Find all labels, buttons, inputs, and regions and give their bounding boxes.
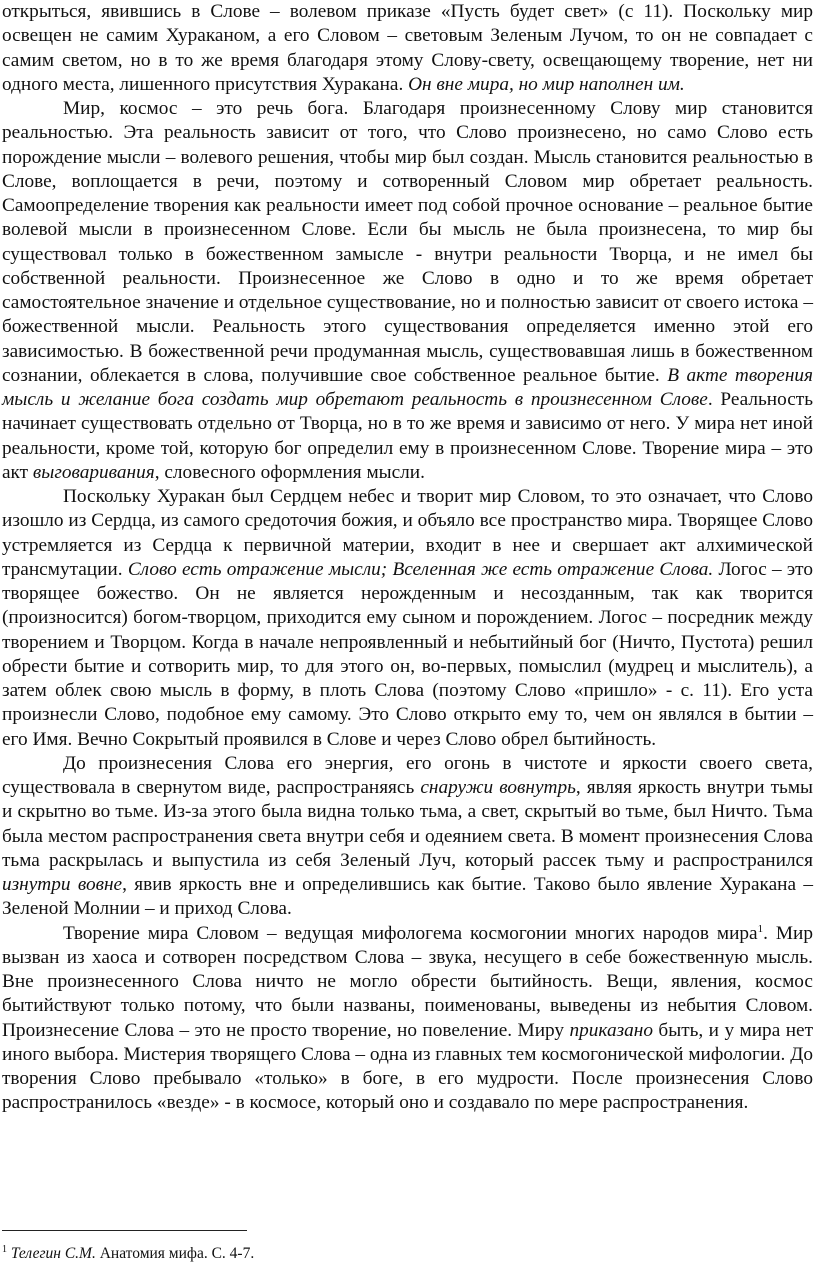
text-run: . Мир вызван из хаоса и сотворен посредством Слова – звука, несущего в себе божественную мысль. Вне произнесенного Слова ничто не могло обрести бытийность. Вещи, явления, космос бытийствуют только потому, что были названы, поименованы, выведены из небытия Словом. Произнесение Слова – это не просто творение, но повеление. Миру <box>2 922 813 1041</box>
text-run: . Реальность начинает существовать отдельно от Творца, но в то же время и зависимо от него. У мира нет иной реальности, кроме той, которую бог определил ему в произнесенном Слове. Творение мира – это акт <box>2 389 813 483</box>
italic-text: снаружи вовнутрь <box>420 777 576 798</box>
paragraph <box>2 752 813 922</box>
body-text <box>2 0 813 1116</box>
text-run: быть, и у мира нет иного выбора. Мистерия творящего Слова – одна из главных тем космогонической мифологии. До творения Слово пребывало «только» в боге, в его мудрости. После произнесения Слово распространилось «везде» - в космосе, который оно и создавало по мере распространения. <box>2 1019 813 1114</box>
footnote-mark: 1 <box>2 1244 7 1255</box>
text-run: До произнесения Слова его энергия, его огонь в чистоте и яркости своего света, существовала в свернутом виде, распространяясь <box>2 752 813 798</box>
paragraph <box>2 0 813 97</box>
text-run: открыться, явившись в Слове – волевом приказе «Пусть будет свет» (с 11). Поскольку мир освещен не самим Хураканом, а его Словом – световым Зеленым Лучом, то он не совпадает с самим светом, но в то же время благодаря этому Слову-свету, освещающему творение, нет ни одного места, лишенного присутствия Хуракана. <box>2 1 813 95</box>
italic-text: Он вне мира, но мир наполнен им. <box>408 73 685 95</box>
text-run: Мир, космос – это речь бога. Благодаря произнесенному Слову мир становится реальностью. Эта реальность зависит от того, что Слово произнесено, но само Слово есть порождение мысли – волевого решения, чтобы мир был создан. Мысль становится реальностью в Слове, воплощается в речи, поэтому и сотворенный Словом мир обретает реальность. Самоопределение творения как реальности имеет под собой прочное основание – реальное бытие волевой мысли в произнесенном Слове. Если бы мысль не была произнесена, то мир бы существовал только в божественном замысле - внутри реальности Творца, и не имел бы собственной реальности. Произнесенное же Слово в одно и то же время обретает самостоятельное значение и отдельное существование, но и полностью зависит от своего истока – божественной мысли. Реальность этого существования определяется именно этой его зависимостью. В божественной речи продуманная мысль, существовавшая лишь в божественном сознании, облекается в слова, получившие свое собственное реальное бытие. <box>2 98 813 386</box>
text-run: Поскольку Хуракан был Сердцем небес и творит мир Словом, то это означает, что Слово изошло из Сердца, из самого средоточия божия, и объяло все пространство мира. Творящее Слово устремляется из Сердца к первичной материи, входит в нее и свершает акт алхимической трансмутации. <box>2 486 813 580</box>
text-run: Логос – это творящее божество. Он не является нерожденным и несозданным, так как творится (произносится) богом-творцом, приходится ему сыном и порождением. Логос – посредник между творением и Творцом. Когда в начале непроявленный и небытийный бог (Ничто, Пустота) решил обрести бытие и сотворить мир, то для этого он, во-первых, помыслил (мудрец и мыслитель), а затем облек свою мысль в форму, в плоть Слова (поэтому Слово «пришло» - с. 11). Его уста произнесли Слово, подобное ему самому. Это Слово открыто ему то, чем он являлся в бытии – его Имя. Вечно Сокрытый проявился в Слове и через Слово обрел бытийность. <box>2 558 813 750</box>
footnote-author: Телегин С.М. <box>10 1245 96 1262</box>
paragraph <box>2 485 813 752</box>
footnote <box>2 1244 254 1263</box>
paragraph <box>2 922 813 1116</box>
text-run: , словесного оформления мысли. <box>154 461 425 483</box>
footnote-text: Анатомия мифа. С. 4-7. <box>95 1245 255 1262</box>
text-run: , явив яркость вне и определившись как бытие. Таково было явление Хуракана – Зеленой Молнии – и приход Слова. <box>2 874 813 920</box>
paragraph <box>2 97 813 485</box>
text-run: Творение мира Словом – ведущая мифологема космогонии многих народов мира <box>63 922 758 944</box>
italic-text: выговаривания <box>32 461 155 483</box>
footnote-reference: 1 <box>757 922 764 935</box>
italic-text: Слово есть отражение мысли; Вселенная же есть отражение Слова. <box>127 558 714 580</box>
text-run: , являя яркость внутри тьмы и скрытно во тьме. Из-за этого была видна только тьма, а свет, скрытый во тьме, был Ничто. Тьма была местом распространения света внутри себя и одеянием света. В момент произнесения Слова тьма раскрылась и выпустила из себя Зеленый Луч, который рассек тьму и распространился <box>2 777 813 871</box>
italic-text: В акте творения мысль и желание бога создать мир обретают реальность в произнесенном Слове <box>2 364 813 410</box>
italic-text: приказано <box>569 1019 653 1041</box>
italic-text: изнутри вовне <box>2 874 123 895</box>
footnote-separator <box>2 1230 247 1231</box>
